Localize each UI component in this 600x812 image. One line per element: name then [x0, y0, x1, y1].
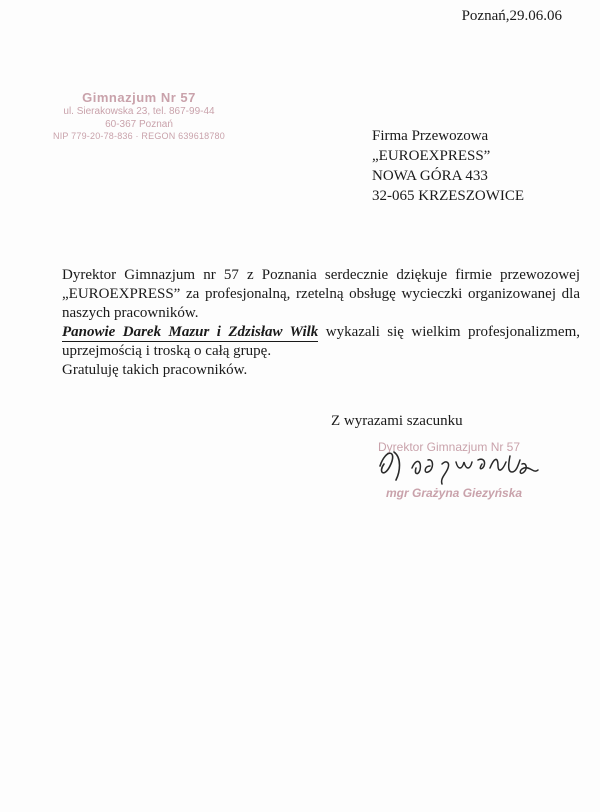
paragraph-thanks-text: Dyrektor Gimnazjum nr 57 z Poznania serdecznie dziękuje firmie przewozowej „EUROEXPRESS” za profesjonalną, rzetelną obsługę wycieczki organizowanej dla naszych pracowników.: [62, 267, 580, 321]
paragraph-praise-text: wykazali się wielkim profesjonalizmem, uprzejmością i troską o całą grupę.: [62, 324, 580, 359]
paragraph-praise: [62, 323, 580, 361]
employee-names: Panowie Darek Mazur i Zdzisław Wilk: [62, 324, 319, 340]
recipient-line-1: Firma Przewozowa: [372, 128, 489, 144]
recipient-line-4: 32-065 KRZESZOWICE: [372, 188, 525, 204]
paragraph-thanks: [62, 266, 580, 323]
director-stamp-title: Dyrektor Gimnazjum Nr 57: [378, 440, 521, 454]
school-stamp: [44, 90, 234, 141]
letter-body: [62, 266, 580, 380]
recipient-line-3: NOWA GÓRA 433: [372, 168, 488, 184]
signature-block: [372, 438, 572, 508]
stamp-title: Gimnazjum Nr 57: [82, 90, 196, 105]
closing-phrase: Z wyrazami szacunku: [331, 413, 463, 429]
director-stamp-name: mgr Grażyna Giezyńska: [386, 486, 523, 500]
stamp-city: 60-367 Poznań: [105, 119, 173, 130]
letter-date: Poznań,29.06.06: [461, 8, 562, 24]
recipient-address: [372, 126, 524, 206]
handwritten-signature: [372, 438, 572, 508]
paragraph-congratulations-text: Gratuluję takich pracowników.: [62, 362, 248, 378]
recipient-line-2: „EUROEXPRESS”: [372, 148, 491, 164]
paragraph-congratulations: [62, 361, 580, 380]
stamp-address: ul. Sierakowska 23, tel. 867-99-44: [63, 106, 215, 117]
stamp-ids: NIP 779-20-78-836 · REGON 639618780: [53, 131, 225, 141]
